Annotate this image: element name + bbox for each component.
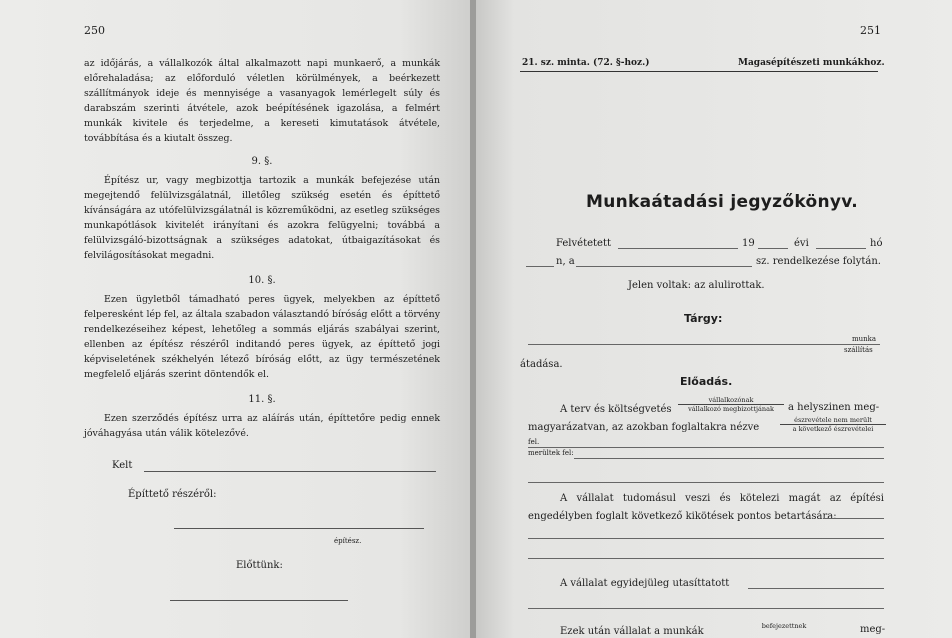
fraction-eszrevetel-bottom: a következő észrevételei <box>792 425 874 433</box>
targy-heading: Tárgy: <box>684 312 723 325</box>
year-prefix: 19 <box>742 238 755 249</box>
section-9-heading: 9. §. <box>251 156 273 167</box>
right-page <box>476 0 952 638</box>
instruction-line-2 <box>528 608 884 609</box>
kelt-line <box>144 471 436 472</box>
subject-line <box>528 344 880 345</box>
ezek-utan-text: Ezek után vállalat a munkák <box>560 626 704 637</box>
section-10-text: Ezen ügyletből támadható peres ügyek, melyekben az építtető felperesként lép fel, az általa szabadon választandó bíróság előtt a törvény rendelkezéseihez képest, lehetőleg a sommás eljárás szabályai szerint, ellenben az építész részéről inditandó peres ügyek, az építtető jogi képviseletének székhelyén létező bíróság előtt, az ügy természetének megfelelő eljárás szerint döntendők el. <box>84 294 440 380</box>
evi-label: évi <box>794 238 809 249</box>
vallalat-text: A vállalat tudomásul veszi és kötelezi magát az építési engedélyben foglalt következő kikötések pontos betartására: <box>528 493 884 522</box>
section-11-heading: 11. §. <box>248 394 276 405</box>
meg-text: meg- <box>860 624 886 635</box>
rendelkezese-label: sz. rendelkezése folytán. <box>756 256 881 267</box>
authority-line <box>576 266 752 267</box>
page-number-right: 251 <box>860 24 881 37</box>
section-10-heading: 10. §. <box>248 275 276 286</box>
szallitas-small: szállítás <box>844 346 873 354</box>
year-line <box>758 248 788 249</box>
magyarazatvan-text: magyarázatvan, az azokban foglaltakra nézve <box>528 422 760 433</box>
egyidejuleg-text: A vállalat egyidejüleg utasíttatott <box>560 578 730 589</box>
fraction-vallalkozo-bottom: vállalkozó megbizottjának <box>688 405 774 413</box>
fel-small: fel. <box>528 438 540 446</box>
header-template-number: 21. sz. minta. (72. §-hoz.) <box>522 58 650 68</box>
remarks-line-1 <box>528 447 884 448</box>
felvetetett-label: Felvétetett <box>556 238 611 249</box>
intro-text: az időjárás, a vállalkozók által alkalmazott napi munkaerő, a munkák előrehaladása; az előforduló véletlen körülmények, a beérkezett szállítmányok ideje és mennyisége a vasanyagok lemérlegelt súly és darabszám szerinti átvétele, azok beépítésének igazolása, a felmért munkák kivitele és terjedelme, a kereseti kimutatások átvétele, továbbítása és a kiutalt összeg. <box>84 58 440 144</box>
remarks-line-2 <box>574 458 884 459</box>
eloadas-heading: Előadás. <box>680 375 733 388</box>
fraction-vallalkozo <box>678 396 784 413</box>
epitesz-label: építész. <box>334 537 362 545</box>
merultek-small: merültek fel: <box>528 449 574 457</box>
helyszinen-text: a helyszinen meg- <box>788 402 880 413</box>
remarks-line-3 <box>528 482 884 483</box>
epitteto-label: Építtető részéről: <box>128 489 217 500</box>
ho-label: hó <box>870 238 883 249</box>
page-number-left: 250 <box>84 24 105 37</box>
munka-small: munka <box>852 335 877 343</box>
atadasa-label: átadása. <box>520 359 563 370</box>
month-line <box>816 248 866 249</box>
jelen-voltak: Jelen voltak: az alulirottak. <box>628 280 765 291</box>
place-line <box>618 248 738 249</box>
kelt-label: Kelt <box>112 460 133 471</box>
conditions-line-1 <box>528 538 884 539</box>
left-page <box>0 0 470 638</box>
intro-paragraph <box>84 56 440 441</box>
elottunk-label: Előttünk: <box>236 560 283 571</box>
header-category: Magasépítészeti munkákhoz. <box>738 58 885 68</box>
fraction-befejezett <box>748 622 820 630</box>
fraction-vallalkozo-top: vállalkozónak <box>678 396 784 405</box>
n-a-label: n, a <box>556 256 575 267</box>
document-title: Munkaátadási jegyzőkönyv. <box>586 192 859 212</box>
terv-text: A terv és költségvetés <box>560 404 672 415</box>
header-rule <box>520 71 878 72</box>
epitesz-signature-line <box>174 528 424 529</box>
fraction-befejezett-top: befejezettnek <box>761 622 807 630</box>
fraction-eszrevetel-top: észrevétele nem merült <box>780 416 886 425</box>
section-11-text: Ezen szerződés építész urra az aláírás után, építtetőre pedig ennek jóváhagyása után válik kötelezővé. <box>84 413 440 439</box>
day-line <box>526 266 554 267</box>
section-9-text: Építész ur, vagy megbizottja tartozik a munkák befejezése után megejtendő felülvizsgálatnál, illetőleg szükség esetén és építtető kívánságára az utófelülvizsgálatnál is közreműködni, az esetleg szükséges munkapótlások kivitelét irányítani és azokra felügyelni; továbbá a felülvizsgáló-bizottságnak a szükséges adatokat, útbaigazításokat és felvilágosításokat megadni. <box>84 175 440 261</box>
fraction-eszrevetel <box>780 416 886 433</box>
witness-line-1 <box>170 600 348 601</box>
conditions-line-2 <box>528 558 884 559</box>
instruction-line-1 <box>748 588 884 589</box>
conditions-line-0 <box>824 518 884 519</box>
